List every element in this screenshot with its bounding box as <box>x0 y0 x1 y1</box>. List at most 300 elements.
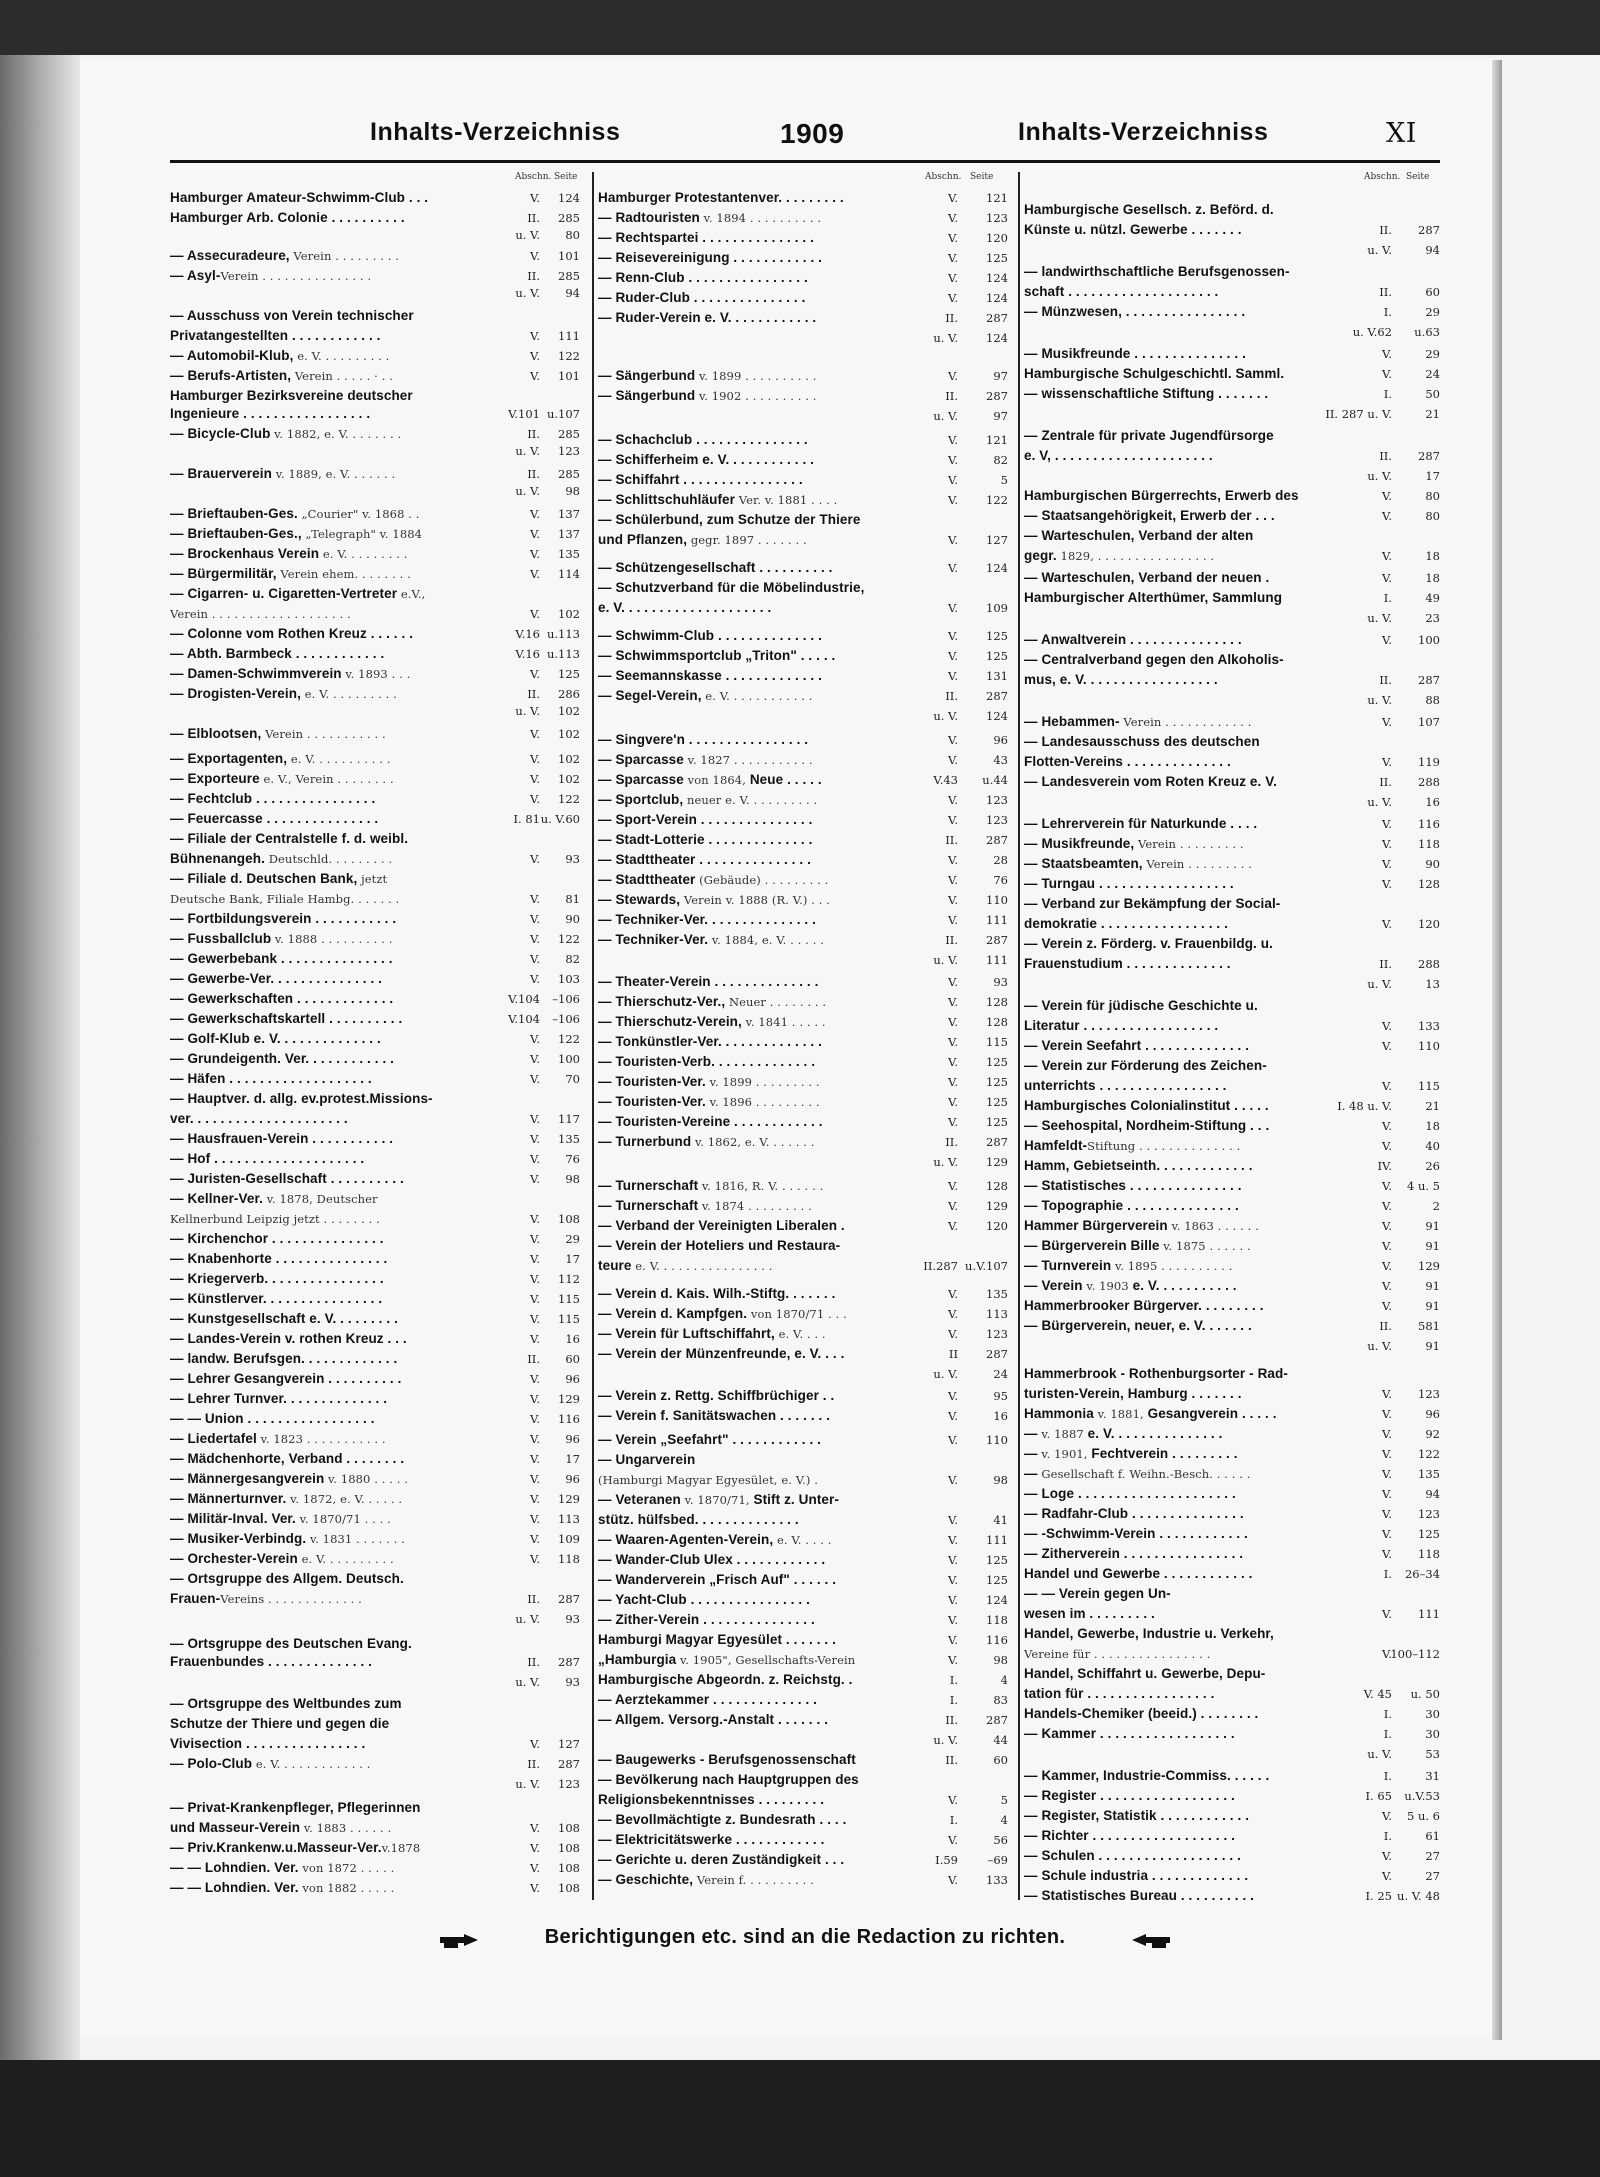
index-entry <box>1024 1644 1442 1664</box>
section-ref: u. V. <box>933 709 958 723</box>
entry-text <box>598 992 826 1012</box>
index-entry <box>170 1469 584 1489</box>
section-ref: V. <box>948 975 958 989</box>
page-ref: 129 <box>986 1155 1008 1169</box>
index-column-3 <box>1024 172 1442 1922</box>
index-entry <box>598 430 1012 450</box>
page-ref: 125 <box>986 1573 1008 1587</box>
section-ref: V. <box>1382 1299 1392 1313</box>
index-entry <box>170 749 584 769</box>
index-entry <box>598 972 1012 992</box>
index-entry <box>170 1129 584 1149</box>
entry-title: — Hebammen- <box>1024 714 1120 729</box>
entry-title: — <box>1024 1446 1038 1461</box>
page-ref: 124 <box>986 291 1008 305</box>
index-entry <box>1024 1484 1442 1504</box>
entry-title-cont: e. V. . . . . . . . . . . <box>1128 1278 1237 1293</box>
index-entry <box>170 909 584 929</box>
section-ref: V. <box>1382 571 1392 585</box>
entry-text <box>170 386 413 406</box>
entry-title: Hamburgischen Bürgerrechts, Erwerb des <box>1024 488 1299 503</box>
entry-detail: Neuer . . . . . . . . <box>725 995 827 1009</box>
section-ref: V. <box>948 873 958 887</box>
entry-title: e. V, . . . . . . . . . . . . . . . . . . . . . <box>1024 448 1213 463</box>
index-entry <box>598 558 1012 578</box>
section-ref: I. 81 <box>513 812 540 826</box>
page-ref: 128 <box>986 1015 1008 1029</box>
entry-text <box>1024 670 1218 690</box>
index-entry <box>170 404 584 424</box>
index-entry <box>1024 1544 1442 1564</box>
entry-title: — Priv.Krankenw.u.Masseur-Ver. <box>170 1840 382 1855</box>
entry-text <box>1024 1866 1248 1886</box>
entry-text <box>170 1469 408 1489</box>
entry-text <box>598 308 816 328</box>
index-entry <box>598 578 1012 598</box>
entry-text <box>1024 712 1252 732</box>
page-ref: 27 <box>1425 1869 1440 1883</box>
entry-title: ver. . . . . . . . . . . . . . . . . . . . . <box>170 1111 348 1126</box>
index-entry <box>1024 874 1442 894</box>
index-entry <box>598 450 1012 470</box>
page-ref: 16 <box>1425 795 1440 809</box>
index-entry <box>598 406 1012 426</box>
entry-text <box>170 1429 386 1449</box>
section-ref: V. <box>1382 877 1392 891</box>
entry-title-cont: Neue . . . . . <box>745 772 822 787</box>
page-ref: 80 <box>1425 489 1440 503</box>
page-ref: 24 <box>1425 367 1440 381</box>
entry-title: — Techniker-Ver. <box>598 932 709 947</box>
section-ref: u. V. <box>515 286 540 300</box>
entry-title: — Hausfrauen-Verein . . . . . . . . . . . <box>170 1131 394 1146</box>
entry-text <box>170 949 393 969</box>
entry-text <box>1024 752 1231 772</box>
entry-text <box>1024 364 1284 384</box>
entry-title: — Radtouristen <box>598 210 700 225</box>
index-entry <box>170 246 584 266</box>
entry-title: — Bevollmächtigte z. Bundesrath . . . . <box>598 1812 847 1827</box>
entry-title: — Künstlerver. . . . . . . . . . . . . . . . <box>170 1291 383 1306</box>
index-entry <box>170 829 584 849</box>
index-entry <box>1024 934 1442 954</box>
entry-text <box>1024 772 1277 792</box>
entry-title: — Brieftauben-Ges. <box>170 506 298 521</box>
entry-text <box>1024 1424 1222 1444</box>
entry-title: Hamm, Gebietseinth. . . . . . . . . . . . . <box>1024 1158 1253 1173</box>
index-entry <box>598 930 1012 950</box>
index-entry <box>1024 1564 1442 1584</box>
index-entry <box>170 1029 584 1049</box>
section-ref: V. <box>530 507 540 521</box>
page-ref: 76 <box>993 873 1008 887</box>
entry-text <box>170 909 396 929</box>
page-ref: 83 <box>993 1693 1008 1707</box>
section-ref: V. <box>1382 347 1392 361</box>
entry-text <box>1024 1826 1235 1846</box>
entry-title: — Musikfreunde, <box>1024 836 1135 851</box>
index-entry <box>1024 220 1442 240</box>
section-ref: V. <box>1382 1239 1392 1253</box>
entry-detail: v. 1905", Gesellschafts-Verein <box>676 1653 856 1667</box>
index-entry <box>170 929 584 949</box>
entry-title: e. V. . . . . . . . . . . . . . . . . . . . <box>598 600 772 615</box>
entry-title: — Warteschulen, Verband der neuen . <box>1024 570 1270 585</box>
page-ref: 125 <box>1418 1527 1440 1541</box>
entry-title-cont: e. V. . . . . . . . . . . . . . . <box>1083 1426 1223 1441</box>
entry-title: — Register, Statistik . . . . . . . . . . . . <box>1024 1808 1250 1823</box>
section-ref: V. <box>1382 367 1392 381</box>
index-entry <box>1024 1276 1442 1296</box>
entry-title: Bühnenangeh. <box>170 851 265 866</box>
page-ref: 112 <box>558 1272 580 1286</box>
entry-title: — — Lohndien. Ver. <box>170 1860 299 1875</box>
entry-title: Künste u. nützl. Gewerbe . . . . . . . <box>1024 222 1242 237</box>
index-entry <box>598 1032 1012 1052</box>
entry-text <box>170 1029 381 1049</box>
section-ref: V. <box>948 1179 958 1193</box>
entry-text <box>170 1369 401 1389</box>
section-ref: u. V. <box>1367 469 1392 483</box>
index-entry <box>170 1569 584 1589</box>
entry-title: — landwirthschaftliche Berufsgenossen- <box>1024 264 1290 279</box>
entry-detail: Verein . . . . . . . . . <box>1142 857 1253 871</box>
index-entry <box>1024 1364 1442 1384</box>
page-ref: 287 <box>1418 673 1440 687</box>
entry-title: — Staatsbeamten, <box>1024 856 1143 871</box>
entry-detail: Stiftung . . . . . . . . . . . . . . <box>1087 1139 1241 1153</box>
index-entry <box>1024 302 1442 322</box>
entry-text <box>170 1734 365 1754</box>
index-entry <box>1024 1744 1442 1764</box>
index-entry <box>598 1430 1012 1450</box>
index-entry <box>1024 1316 1442 1336</box>
section-ref: V. <box>1382 817 1392 831</box>
entry-title: — Sportclub, <box>598 792 684 807</box>
page-ref: 108 <box>558 1841 580 1855</box>
entry-text <box>1024 446 1213 466</box>
entry-text <box>598 1284 835 1304</box>
page-ref: 50 <box>1425 387 1440 401</box>
entry-title: Hamburgische Gesellsch. z. Beförd. d. <box>1024 202 1274 217</box>
entry-text <box>598 1406 830 1426</box>
index-entry <box>170 1672 584 1692</box>
index-entry <box>598 1132 1012 1152</box>
index-entry <box>598 810 1012 830</box>
index-entry <box>1024 1604 1442 1624</box>
entry-title: — Mädchenhorte, Verband . . . . . . . . <box>170 1451 405 1466</box>
entry-detail: e. V. . . . . . . . . . . . . <box>252 1757 371 1771</box>
page-ref: 124 <box>986 1593 1008 1607</box>
entry-text <box>1024 1056 1267 1076</box>
section-ref: V. <box>530 932 540 946</box>
section-ref: I.59 <box>935 1853 958 1867</box>
page-ref: 129 <box>986 1199 1008 1213</box>
section-ref: u. V. <box>515 444 540 458</box>
entry-title: — Gewerbe-Ver. . . . . . . . . . . . . . . <box>170 971 383 986</box>
index-entry <box>598 1406 1012 1426</box>
entry-text <box>1024 526 1253 546</box>
page-ref: 4 <box>1000 1673 1008 1687</box>
index-entry <box>170 1049 584 1069</box>
page-ref: 288 <box>1418 957 1440 971</box>
entry-title: — Kammer, Industrie-Commiss. . . . . . <box>1024 1768 1270 1783</box>
entry-detail: Deutsche Bank, Filiale Hambg. . . . . . . <box>170 892 400 906</box>
page-ref: 90 <box>1425 857 1440 871</box>
entry-text <box>170 188 428 208</box>
index-entry <box>598 706 1012 726</box>
entry-text <box>598 1790 824 1810</box>
section-ref: V. <box>1382 1139 1392 1153</box>
section-ref: V. <box>530 792 540 806</box>
page-ref: 100 <box>558 1052 580 1066</box>
page-ref: 125 <box>986 629 1008 643</box>
page-ref: 26–34 <box>1404 1567 1440 1581</box>
entry-text <box>170 1069 372 1089</box>
index-entry <box>598 1570 1012 1590</box>
section-ref: V. <box>948 669 958 683</box>
index-entry <box>1024 1216 1442 1236</box>
index-entry <box>598 1152 1012 1172</box>
index-entry <box>598 328 1012 348</box>
entry-text <box>170 1409 375 1429</box>
index-entry <box>170 1818 584 1838</box>
section-ref: V. <box>530 772 540 786</box>
entry-detail: v. 1896 . . . . . . . . . <box>705 1095 820 1109</box>
page-ref: 287 <box>986 1135 1008 1149</box>
entry-title: — Abth. Barmbeck . . . . . . . . . . . . <box>170 646 385 661</box>
entry-detail: Vereins . . . . . . . . . . . . . <box>220 1592 362 1606</box>
section-ref: V. <box>1382 1467 1392 1481</box>
index-entry <box>170 1838 584 1858</box>
entry-detail: v. 1884, e. V. . . . . . <box>708 933 824 947</box>
page-ref: 123 <box>1418 1387 1440 1401</box>
page-ref: 56 <box>993 1833 1008 1847</box>
entry-text <box>170 1489 402 1509</box>
entry-title: — Verein d. Kais. Wilh.-Stiftg. . . . . . . <box>598 1286 836 1301</box>
entry-detail: Verein . . . . . . . . . . . . . . . <box>220 269 372 283</box>
section-ref: V. <box>948 1199 958 1213</box>
entry-text <box>170 1754 371 1774</box>
index-entry <box>1024 546 1442 566</box>
section-ref: V. <box>948 813 958 827</box>
index-entry <box>170 809 584 829</box>
index-entry <box>1024 1684 1442 1704</box>
entry-title: — Turnerschaft <box>598 1178 699 1193</box>
section-ref: II. <box>527 427 540 441</box>
entry-text <box>170 1878 394 1898</box>
index-entry <box>170 1229 584 1249</box>
page-ref: 120 <box>1418 917 1440 931</box>
section-ref: u. V. <box>1367 795 1392 809</box>
page-ref: 128 <box>986 1179 1008 1193</box>
entry-text <box>598 1490 839 1510</box>
entry-detail: Verein . . . . . . . . . . . <box>261 727 386 741</box>
entry-detail: v. 1863 . . . . . . <box>1167 1219 1259 1233</box>
entry-title: — Assecuradeure, <box>170 248 290 263</box>
page-ref: 18 <box>1425 1119 1440 1133</box>
entry-title: — Ruder-Club . . . . . . . . . . . . . . . <box>598 290 806 305</box>
entry-text <box>598 1112 823 1132</box>
page-ref: 110 <box>1418 1039 1440 1053</box>
index-entry <box>170 225 584 245</box>
entry-text <box>1024 1296 1264 1316</box>
entry-text <box>1024 1196 1239 1216</box>
index-entry <box>598 1284 1012 1304</box>
entry-text <box>598 730 808 750</box>
entry-text <box>170 1449 404 1469</box>
index-entry <box>1024 712 1442 732</box>
entry-text <box>598 646 835 666</box>
entry-title: — Verein für Luftschiffahrt, <box>598 1326 775 1341</box>
page-ref: 16 <box>993 1409 1008 1423</box>
index-entry <box>170 504 584 524</box>
index-entry <box>598 1364 1012 1384</box>
entry-text <box>1024 630 1242 650</box>
entry-detail: Deutschld. . . . . . . . . <box>264 852 393 866</box>
section-ref: V.104 <box>508 1012 540 1026</box>
entry-detail: neuer e. V. . . . . . . . . . <box>683 793 818 807</box>
entry-title: — Sport-Verein . . . . . . . . . . . . . . . <box>598 812 813 827</box>
entry-text <box>598 830 812 850</box>
entry-title: — Verein <box>1024 1278 1083 1293</box>
page-ref: 287 <box>1418 449 1440 463</box>
section-ref: V. <box>1382 857 1392 871</box>
page-ref: 40 <box>1425 1139 1440 1153</box>
page-ref: 125 <box>986 649 1008 663</box>
entry-title: Frauenstudium . . . . . . . . . . . . . . <box>1024 956 1231 971</box>
entry-detail: von 1864, <box>683 773 746 787</box>
page-ref: 80 <box>565 228 580 242</box>
section-ref: II. <box>945 689 958 703</box>
entry-title: — Golf-Klub e. V. . . . . . . . . . . . . . <box>170 1031 381 1046</box>
entry-text <box>170 1634 412 1654</box>
section-ref: V. <box>948 533 958 547</box>
entry-title: — Theater-Verein . . . . . . . . . . . . . . <box>598 974 819 989</box>
section-ref: II. <box>527 211 540 225</box>
header-title-right: Inhalts-Verzeichniss <box>1018 118 1269 146</box>
entry-text <box>170 1389 387 1409</box>
section-ref: V. <box>948 1307 958 1321</box>
entry-text <box>170 1229 384 1249</box>
page-ref: 21 <box>1425 1099 1440 1113</box>
entry-title: — Exportagenten, <box>170 751 288 766</box>
entry-text <box>598 1324 826 1344</box>
section-ref: V. <box>530 1821 540 1835</box>
entry-text <box>1024 1316 1252 1336</box>
index-entry <box>598 188 1012 208</box>
index-entry <box>170 1269 584 1289</box>
entry-title: — landw. Berufsgen. . . . . . . . . . . . . <box>170 1351 398 1366</box>
page-ref: 91 <box>1425 1239 1440 1253</box>
index-entry <box>598 1530 1012 1550</box>
page-ref: 287 <box>558 1655 580 1669</box>
page-ref: 125 <box>558 667 580 681</box>
index-entry <box>170 1349 584 1369</box>
entry-title: — — Lohndien. Ver. <box>170 1880 299 1895</box>
entry-title: Flotten-Vereins . . . . . . . . . . . . . . <box>1024 754 1231 769</box>
index-entry <box>170 1369 584 1389</box>
entry-detail: e. V. . . . . . . . . <box>319 547 408 561</box>
section-ref: V.16 <box>515 627 540 641</box>
page-ref: 119 <box>1418 755 1440 769</box>
entry-title: — Thierschutz-Ver., <box>598 994 726 1009</box>
index-entry <box>1024 322 1442 342</box>
entry-text <box>1024 1156 1253 1176</box>
index-entry <box>598 1690 1012 1710</box>
entry-text <box>598 530 807 550</box>
entry-title: — Elektricitätswerke . . . . . . . . . . . . <box>598 1832 825 1847</box>
section-ref: V. <box>1382 715 1392 729</box>
section-ref: V. <box>948 629 958 643</box>
page-ref: u.107 <box>546 407 580 421</box>
section-ref: u. V. <box>933 1155 958 1169</box>
index-entry <box>598 288 1012 308</box>
entry-detail: Verein . . . . . . . . . . . . <box>1119 715 1252 729</box>
section-ref: V. <box>530 952 540 966</box>
entry-detail: v. 1816, R. V. . . . . . . <box>698 1179 824 1193</box>
page-ref: 98 <box>993 1473 1008 1487</box>
index-entry <box>598 790 1012 810</box>
entry-text <box>170 1249 387 1269</box>
index-entry <box>170 1149 584 1169</box>
index-entry <box>1024 1504 1442 1524</box>
entry-title: — Damen-Schwimmverein <box>170 666 342 681</box>
entry-text <box>1024 954 1231 974</box>
index-entry <box>170 1634 584 1654</box>
entry-text <box>1024 220 1242 240</box>
page-ref: 29 <box>1425 305 1440 319</box>
entry-text <box>598 578 864 598</box>
entry-title: — Stadt-Lotterie . . . . . . . . . . . . . . <box>598 832 813 847</box>
section-ref: V. <box>1382 1809 1392 1823</box>
index-entry <box>1024 1176 1442 1196</box>
entry-title: — Centralverband gegen den Alkoholis- <box>1024 652 1284 667</box>
section-ref: V. <box>1382 1119 1392 1133</box>
entry-title: — Verein für jüdische Geschichte u. <box>1024 998 1258 1013</box>
entry-title: — Schule industria . . . . . . . . . . . . . <box>1024 1868 1249 1883</box>
entry-text <box>598 1650 855 1670</box>
entry-detail: v. 1899 . . . . . . . . . <box>705 1075 820 1089</box>
entry-text <box>598 1304 847 1324</box>
section-ref: V. <box>530 1292 540 1306</box>
page-ref: 31 <box>1425 1769 1440 1783</box>
entry-text <box>598 188 844 208</box>
page-ref: 118 <box>1418 1547 1440 1561</box>
entry-text <box>170 644 384 664</box>
index-entry <box>170 769 584 789</box>
entry-title: — Berufs-Artisten, <box>170 368 292 383</box>
index-entry <box>170 724 584 744</box>
entry-title: — Gewerkschaften . . . . . . . . . . . . . <box>170 991 394 1006</box>
entry-text <box>598 1344 844 1364</box>
entry-detail: e.V., <box>397 587 426 601</box>
page-ref: u.113 <box>546 627 580 641</box>
page-ref: 113 <box>986 1307 1008 1321</box>
entry-title: — Loge . . . . . . . . . . . . . . . . . . . . . <box>1024 1486 1236 1501</box>
entry-text <box>170 1509 391 1529</box>
section-ref: u. V. <box>1367 1339 1392 1353</box>
entry-text <box>1024 934 1273 954</box>
entry-title: — Kammer . . . . . . . . . . . . . . . . . . <box>1024 1726 1235 1741</box>
entry-text <box>170 724 386 744</box>
section-ref: V. <box>530 1032 540 1046</box>
page-ref: 110 <box>986 893 1008 907</box>
page-ref: 17 <box>565 1252 580 1266</box>
entry-title: — Landesverein vom Roten Kreuz e. V. <box>1024 774 1277 789</box>
entry-text <box>170 1838 420 1858</box>
entry-text <box>1024 1036 1249 1056</box>
